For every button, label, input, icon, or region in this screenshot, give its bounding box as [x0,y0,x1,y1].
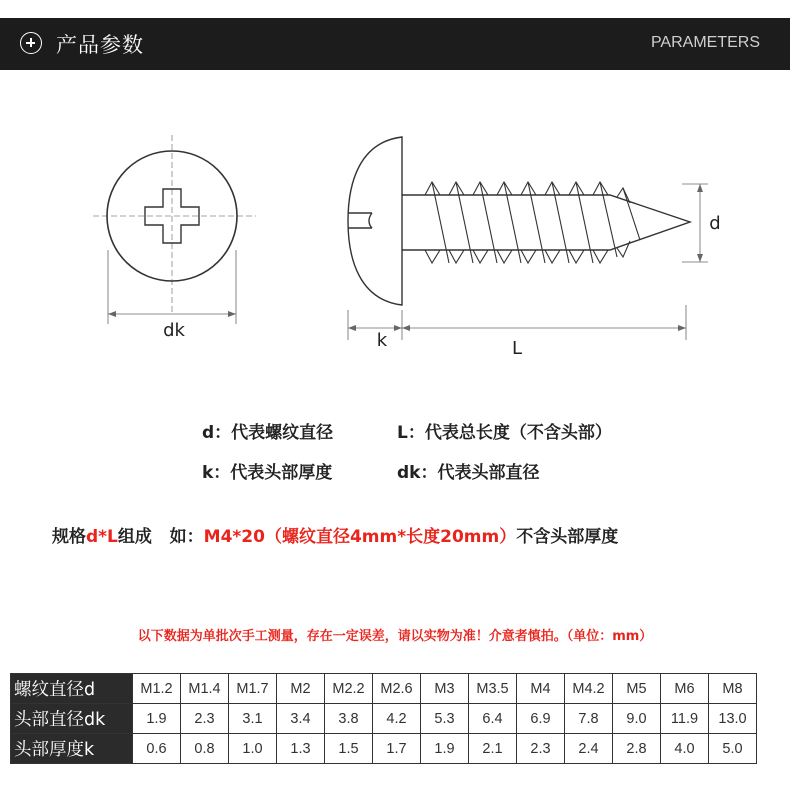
measurement-note: 以下数据为单批次手工测量，存在一定误差，请以实物为准！介意者慎拍。（单位：mm） [137,629,653,644]
table-cell: 2.1 [469,734,517,764]
spec-line [52,522,618,547]
table-cell: 6.9 [517,704,565,734]
table-cell: 1.9 [133,704,181,734]
table-cell: 5.0 [709,734,757,764]
spec-suffix: 组成 [117,527,152,547]
table-cell: M1.4 [181,674,229,704]
spec-formula: d*L [86,527,118,547]
table-cell: 7.8 [565,704,613,734]
spec-tail: 不含头部厚度 [516,527,619,547]
table-cell: 1.9 [421,734,469,764]
label-dk: dk [163,320,185,341]
table-cell: M6 [661,674,709,704]
table-cell: 1.7 [373,734,421,764]
parameter-table [10,673,757,764]
row-header: 头部厚度k [11,734,133,764]
table-row [11,704,757,734]
header-title: 产品参数 [56,33,144,57]
table-cell: 0.6 [133,734,181,764]
table-cell: 5.3 [421,704,469,734]
legend-L: L：代表总长度（不含头部） [397,423,612,443]
table-cell: M3 [421,674,469,704]
table-cell: M4 [517,674,565,704]
label-d: d [709,213,721,234]
table-cell: M8 [709,674,757,704]
table-cell: M1.2 [133,674,181,704]
table-cell: 1.3 [277,734,325,764]
table-cell: 2.8 [613,734,661,764]
header-subtitle: PARAMETERS [650,34,760,51]
legend-dk: dk：代表头部直径 [397,463,540,483]
label-k: k [376,330,388,351]
table-cell: 9.0 [613,704,661,734]
table-cell: 4.2 [373,704,421,734]
table-cell: M1.7 [229,674,277,704]
screw-drawing [0,100,790,370]
table-cell: M2.6 [373,674,421,704]
row-header: 螺纹直径d [11,674,133,704]
table-row [11,674,757,704]
legend-d: d：代表螺纹直径 [202,423,334,443]
table-cell: 6.4 [469,704,517,734]
table-row [11,734,757,764]
table-cell: M3.5 [469,674,517,704]
row-header: 头部直径dk [11,704,133,734]
table-cell: M2 [277,674,325,704]
spec-example-label: 如： [169,527,204,547]
header-bar [0,18,790,70]
table-cell: 3.4 [277,704,325,734]
label-L: L [511,338,523,359]
table-cell: 2.3 [181,704,229,734]
table-cell: 3.1 [229,704,277,734]
table-cell: M4.2 [565,674,613,704]
spec-example: M4*20（螺纹直径4mm*长度20mm） [203,527,517,547]
table-cell: 1.5 [325,734,373,764]
table-cell: 13.0 [709,704,757,734]
table-cell: M2.2 [325,674,373,704]
table-cell: 3.8 [325,704,373,734]
table-cell: M5 [613,674,661,704]
screw-head-top-view [93,135,256,324]
legend-k: k：代表头部厚度 [202,463,333,483]
plus-circle-icon [20,32,42,54]
table-cell: 2.4 [565,734,613,764]
table-cell: 0.8 [181,734,229,764]
table-cell: 11.9 [661,704,709,734]
screw-side-view [348,137,708,340]
table-cell: 2.3 [517,734,565,764]
table-cell: 4.0 [661,734,709,764]
table-cell: 1.0 [229,734,277,764]
spec-prefix: 规格 [52,527,86,547]
